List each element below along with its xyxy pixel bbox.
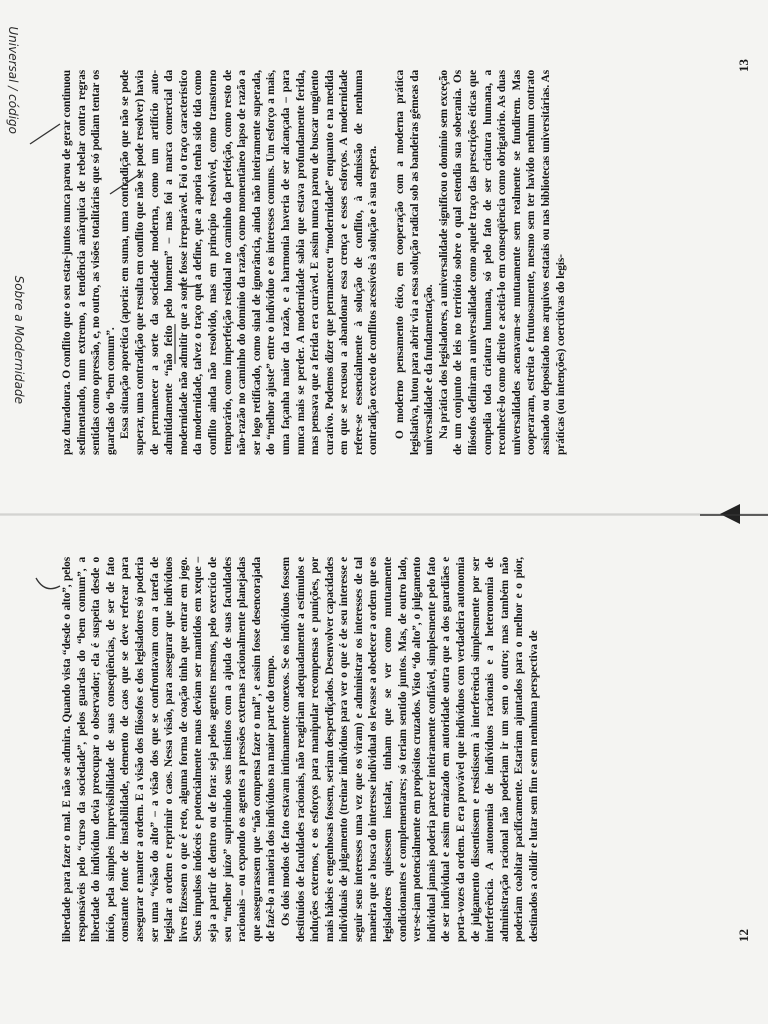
right-page-text bbox=[60, 70, 568, 455]
handwritten-note: Universal / código bbox=[6, 26, 20, 134]
handwritten-note: Sobre a Modernidade bbox=[12, 275, 26, 404]
left-page-text bbox=[60, 557, 542, 942]
page-number: 13 bbox=[736, 59, 751, 72]
paragraph: Os dois modos de fato estavam intimamente conexos. Se os indivíduos fossem destituídos de faculdades racionais, não reagiriam adequadamente a estímulos e induções externos, e os esforços para manipular recompensas e punições, por mais hábeis e engenhosas fossem, seriam desperdiçados. Desenvolver capacidades individuais de julgamento (treinar indivíduos para ver o que é de seu interesse e seguir seus interesses uma vez que os viram) e administrar os interesses de tal maneira que a busca do interesse individual os levasse a obedecer a ordem que os legisladores quisessem instalar, tinham que se ver como mutuamente condicionantes e complementares; só teriam sentido juntos. Mas, de outro lado, ver-se-iam potencialmente em propósitos cruzados. Visto “do alto”, o julgamento individual jamais poderia parecer inteiramente confiável, simplesmente pelo fato de ser individual e assim enraizado em autoridade outra que a dos guardiães e porta-vozes da ordem. E era provável que indivíduos com verdadeira autonomia de julgamento dissentissem e resistissem à interferência simplesmente por ser interferência. A autonomia de indivíduos racionais e a heteronomia de administração racional não poderiam ir um sem o outro; mas também não poderiam coabitar pacificamente. Estariam ajuntados para o melhor e o pior, destinados a colidir e lutar sem fim e sem nenhuma perspectiva de bbox=[279, 557, 540, 942]
page-gutter bbox=[0, 513, 768, 516]
paragraph: liberdade para fazer o mal. E não se admira. Quando vista “desde o alto”, pelos responsáveis pelo “curso da sociedade”, pelos guardas do “bem comum”, a liberdade do indivíduo devia preocupar o observador; ela é suspeita desde o início, pela simples imprevisibilidade de suas conseqüências, de ser de fato constante fonte de instabilidade, elemento de caos que se deve refrear para assegurar e manter a ordem. E a visão dos filósofos e dos legisladores só poderia ser uma “visão do alto” – a visão dos que se confrontavam com a tarefa de legislar a ordem e reprimir o caos. Nessa visão, para assegurar que indivíduos livres fizessem o que é reto, alguma forma de coação tinha que entrar em jogo. Seus impulsos indóceis e potencialmente maus deviam ser mantidos em xeque – seja a partir de dentro ou de fora: seja pelos agentes mesmos, pelo exercício de seu “melhor juízo” suprimindo seus instintos com a ajuda de suas faculdades racionais – ou expondo os agentes a pressões externas racionalmente planejadas que assegurassem que “não compensa fazer o mal”, e assim fosse desencorajada de fazê-lo a maioria dos indivíduos na maior parte do tempo. bbox=[61, 557, 278, 942]
paragraph: Na prática dos legisladores, a universalidade significou o domínio sem exceção de um conjunto de leis no território sobre o qual estendia sua soberania. Os filósofos definiram a universalidade como aquele traço das prescrições éticas que compelia toda criatura humana, só pelo fato de ser criatura humana, a reconhecê-lo como direito e aceitá-lo em conseqüência como obrigatório. As duas universalidades acenavam-se mutuamente sem realmente se fundirem. Mas cooperaram, estreita e frutuosamente, mesmo sem ter havido nenhum contrato assinado ou depositado nos arquivos estatais ou nas bibliotecas universitárias. As práticas (ou intenções) coercitivas do legis- bbox=[437, 70, 567, 455]
page-number: 12 bbox=[736, 929, 751, 942]
paragraph: paz duradoura. O conflito que o seu estar-juntos nunca parou de gerar continuou sedimentando, num extremo, a tendência anárquica de rebelar contra regras sentidas como opressão, e, no outro, as visões totalitárias que só podiam tentar os guardas do “bem comum”. bbox=[61, 70, 117, 455]
paragraph: Essa situação aporética (aporia: em suma, uma contradição que não se pode superar, uma contradição que resulta em conflito que não se pode resolver) havia de permanecer a sorte da sociedade moderna, como um artifício auto-admitidamente “não feito pelo homem” – mas foi a marca comercial da modernidade não admitir que a sorte fosse irreparável. Foi o traço característico da modernidade, talvez o traço que a define, que a aporia tenha sido tida como conflito ainda não resolvido, mas em princípio resolvível, como transtorno temporário, como imperfeição residual no caminho da perfeição, como resto de não-razão no caminho do domínio da razão, como momentâneo lapso de razão a ser logo retificado, como sinal de ignorância, ainda não inteiramente superada, do “melhor ajuste” entre o indivíduo e os interesses comuns. Um esforço a mais, uma façanha maior da razão, e a harmonia haveria de ser alcançada – para nunca mais se perder. A modernidade sabia que estava profundamente ferida, mas pensava que a ferida era curável. E assim nunca parou de buscar ungüento curativo. Podemos dizer que permaneceu “modernidade” enquanto e na medida em que se recusou a abandonar essa crença e esses esforços. A modernidade refere-se essencialmente à solução de conflito, à admissão de nenhuma contradição exceto de conflitos acessíveis à solução e à sua espera. bbox=[119, 70, 380, 455]
paragraph: O moderno pensamento ético, em cooperação com a moderna prática legislativa, lutou para abrir via a essa solução radical sob as bandeiras gêmeas da universalidade e da fundamentação. bbox=[394, 70, 436, 455]
left-page bbox=[0, 512, 768, 1024]
